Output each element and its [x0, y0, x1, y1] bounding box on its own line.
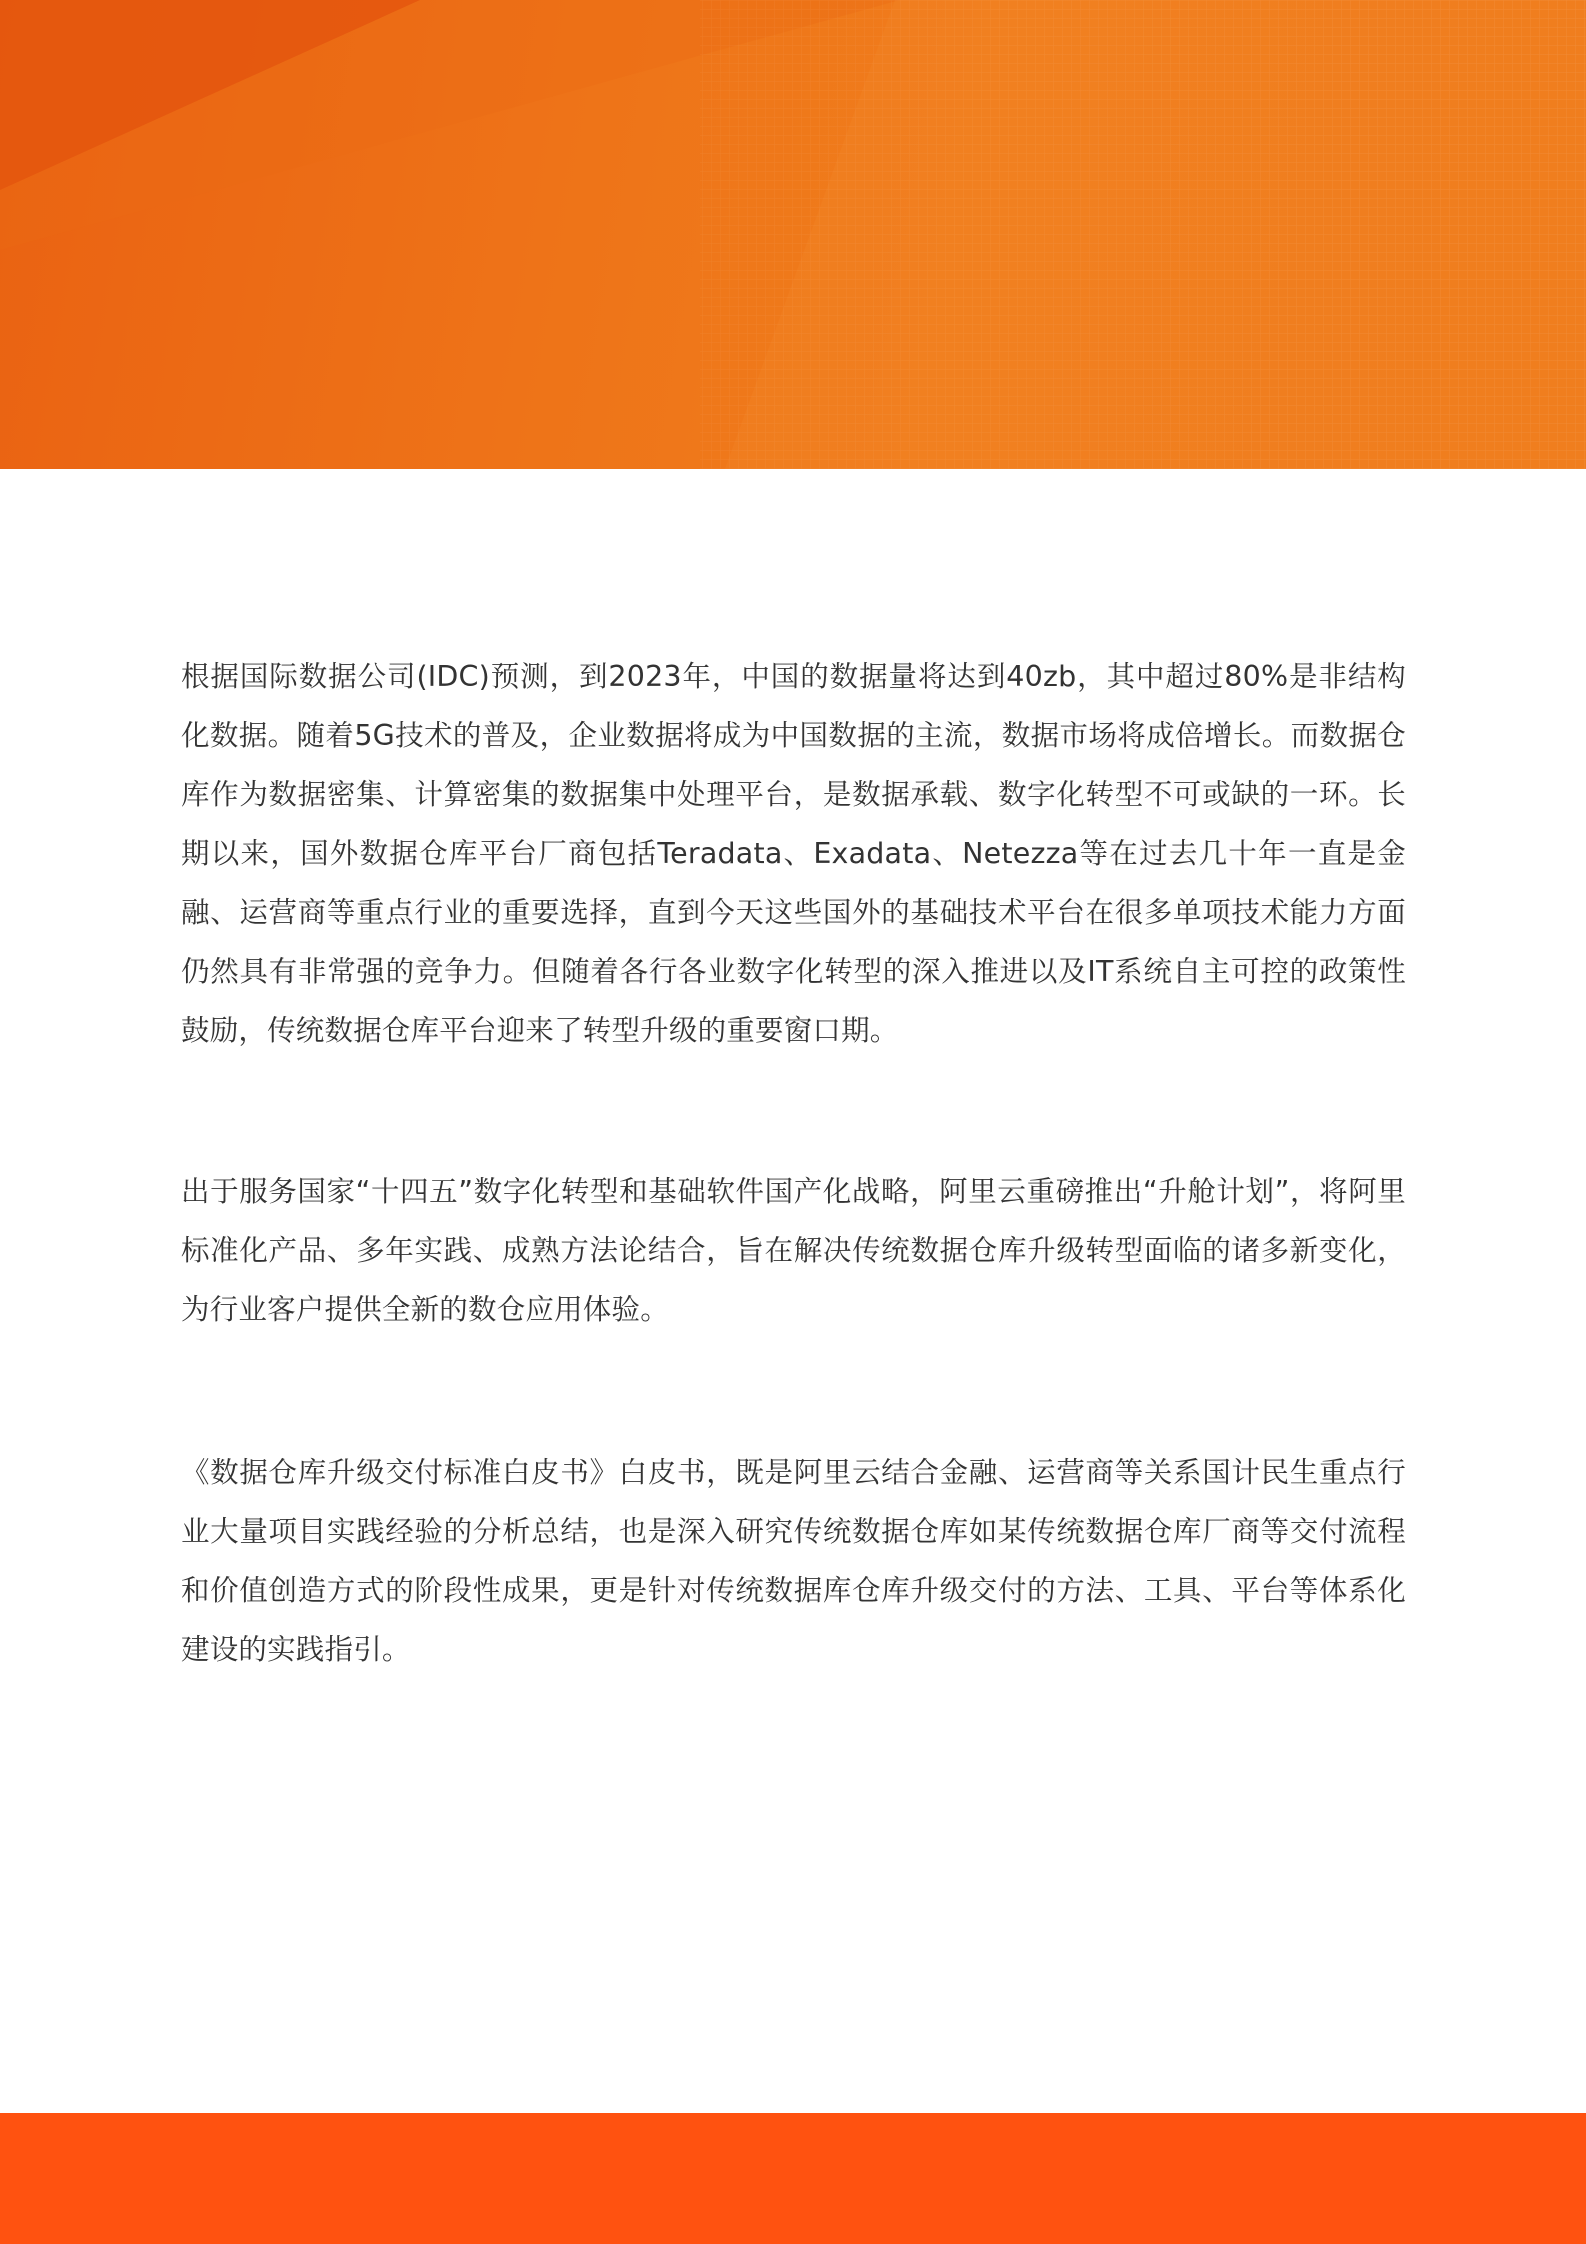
banner-decoration	[0, 0, 1586, 469]
intro-paragraph: 根据国际数据公司(IDC)预测，到2023年，中国的数据量将达到40zb，其中超过80%是非结构化数据。随着5G技术的普及，企业数据将成为中国数据的主流，数据市场将成倍增长。而数据仓库作为数据密集、计算密集的数据集中处理平台，是数据承载、数字化转型不可或缺的一环。长期以来，国外数据仓库平台厂商包括Teradata、Exadata、Netezza等在过去几十年一直是金融、运营商等重点行业的重要选择，直到今天这些国外的基础技术平台在很多单项技术能力方面仍然具有非常强的竞争力。但随着各行各业数字化转型的深入推进以及IT系统自主可控的政策性鼓励，传统数据仓库平台迎来了转型升级的重要窗口期。	[181, 660, 1406, 1047]
upgrade-plan-paragraph: 出于服务国家“十四五”数字化转型和基础软件国产化战略，阿里云重磅推出“升舱计划”，将阿里标准化产品、多年实践、成熟方法论结合，旨在解决传统数据仓库升级转型面临的诸多新变化，为行业客户提供全新的数仓应用体验。	[181, 1175, 1406, 1326]
header-banner	[0, 0, 1586, 469]
whitepaper-paragraph: 《数据仓库升级交付标准白皮书》白皮书，既是阿里云结合金融、运营商等关系国计民生重点行业大量项目实践经验的分析总结，也是深入研究传统数据仓库如某传统数据仓库厂商等交付流程和价值创造方式的阶段性成果，更是针对传统数据库仓库升级交付的方法、工具、平台等体系化建设的实践指引。	[181, 1456, 1406, 1666]
banner-grid-texture	[700, 0, 1586, 469]
footer-band	[0, 2113, 1586, 2244]
